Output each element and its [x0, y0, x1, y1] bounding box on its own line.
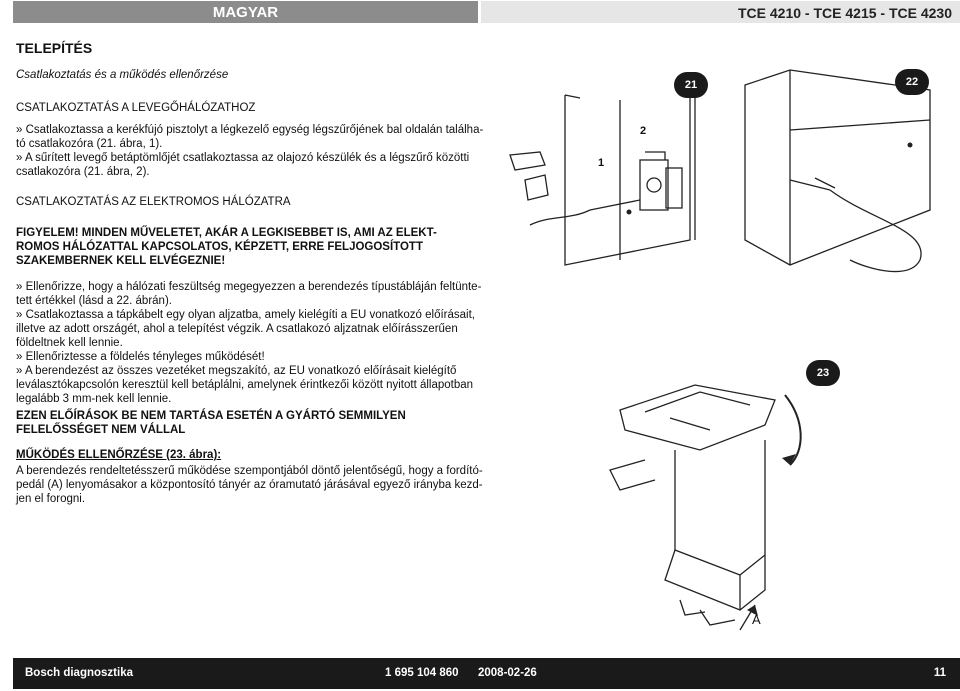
check-line: jen el forogni. [16, 493, 86, 505]
check-heading: MŰKÖDÉS ELLENŐRZÉSE (23. ábra): [16, 449, 222, 461]
figure-label-a: A [752, 612, 761, 627]
disclaimer-line: EZEN ELŐÍRÁSOK BE NEM TARTÁSA ESETÉN A GYÁRTÓ SEMMILYEN [16, 410, 406, 422]
figure-label-2: 2 [640, 125, 647, 137]
electric-line: » Ellenőrizze, hogy a hálózati feszültség megegyezzen a berendezés típustábláján feltünte- [16, 281, 482, 293]
figure-22-number: 22 [905, 76, 919, 88]
warning-line: ROMOS HÁLÓZATTAL KAPCSOLATOS, KÉPZETT, ERRE FELJOGOSÍTOTT [16, 241, 423, 253]
electric-line: » A berendezést az összes vezetéket megszakító, az EU vonatkozó előírásait kielégítő [16, 365, 457, 377]
figure-label-1: 1 [598, 157, 605, 169]
figure-23-illustration [600, 380, 830, 640]
section-title: TELEPÍTÉS [16, 40, 93, 56]
figure-21-22-illustration [490, 60, 950, 290]
air-line: csatlakozóra (21. ábra, 2). [16, 166, 150, 178]
language-banner [13, 1, 478, 23]
electric-line: » Csatlakoztassa a tápkábelt egy olyan aljzatba, amely kielégíti a EU vonatkozó előírásait, [16, 309, 475, 321]
footer-brand: Bosch diagnosztika [25, 667, 133, 679]
warning-line: FIGYELEM! MINDEN MŰVELETET, AKÁR A LEGKISEBBET IS, AMI AZ ELEKT- [16, 227, 437, 239]
model-banner [481, 1, 960, 23]
electric-line: földeltnek kell lennie. [16, 337, 123, 349]
electric-heading: CSATLAKOZTATÁS AZ ELEKTROMOS HÁLÓZATRA [16, 196, 291, 208]
subtitle: Csatlakoztatás és a működés ellenőrzése [16, 69, 229, 81]
warning-line: SZAKEMBERNEK KELL ELVÉGEZNIE! [16, 255, 226, 267]
air-line: tó csatlakozóra (21. ábra, 1). [16, 138, 163, 150]
language-label: MAGYAR [212, 3, 279, 21]
air-heading: CSATLAKOZTATÁS A LEVEGŐHÁLÓZATHOZ [16, 102, 256, 114]
figure-23-number: 23 [816, 367, 830, 379]
footer-doc-number: 1 695 104 860 [385, 667, 459, 679]
figure-21-badge [674, 72, 708, 98]
figure-22-badge [895, 69, 929, 95]
air-line: » A sűrített levegő betáptömlőjét csatlakoztassa az olajozó készülék és a légszűrő közötti [16, 152, 470, 164]
electric-line: leválasztókapcsolón keresztül kell betáplálni, amelynek érintkezői között nyitott állapotban [16, 379, 474, 391]
electric-line: » Ellenőriztesse a földelés tényleges működését! [16, 351, 265, 363]
disclaimer-line: FELELŐSSÉGET NEM VÁLLAL [16, 424, 186, 436]
electric-line: legalább 3 mm-nek kell lennie. [16, 393, 172, 405]
footer-date: 2008-02-26 [478, 667, 537, 679]
electric-line: tett értékkel (lásd a 22. ábrán). [16, 295, 172, 307]
check-line: pedál (A) lenyomásakor a központosító tányér az óramutató járásával egyező irányba kezd- [16, 479, 483, 491]
check-line: A berendezés rendeltetésszerű működése szempontjából döntő jelentőségű, hogy a fordító- [16, 465, 483, 477]
footer [13, 658, 960, 689]
model-label: TCE 4210 - TCE 4215 - TCE 4230 [738, 5, 952, 21]
figure-23-badge [806, 360, 840, 386]
electric-line: illetve az adott országét, ahol a telepítést végzik. A csatlakozó aljzatnak előírásszerűen [16, 323, 458, 335]
figure-21-number: 21 [684, 79, 698, 91]
air-line: » Csatlakoztassa a kerékfújó pisztolyt a légkezelő egység légszűrőjének bal oldalán találha- [16, 124, 484, 136]
footer-page-number: 11 [933, 667, 946, 679]
